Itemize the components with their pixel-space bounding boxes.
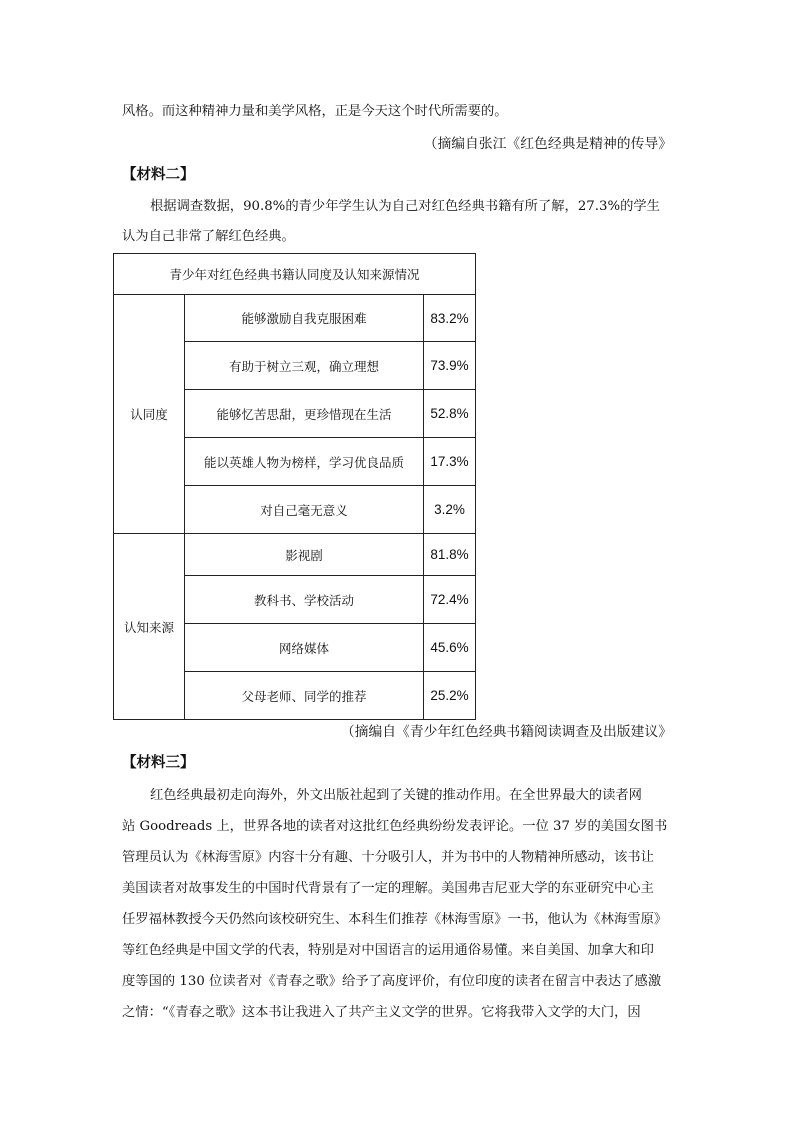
paragraph-line: 美国读者对故事发生的中国时代背景有了一定的理解。美国弗吉尼亚大学的东亚研究中心主 [122,881,654,896]
section-heading-material-3: 【材料三】 [122,755,195,771]
paragraph-line: 等红色经典是中国文学的代表，特别是对中国语言的运用通俗易懂。来自美国、加拿大和印 [122,943,654,958]
paragraph-line: 红色经典最初走向海外，外文出版社起到了关键的推动作用。在全世界最大的读者网 [150,788,642,803]
table-cell-value: 25.2% [424,672,476,720]
table-cell-item: 教科书、学校活动 [185,576,424,624]
table-cell-item: 父母老师、同学的推荐 [185,672,424,720]
table-category-label: 认同度 [114,295,185,534]
table-cell-value: 83.2% [424,295,476,342]
table-cell-value: 72.4% [424,576,476,624]
paragraph-line: 之情：“《青春之歌》这本书让我进入了共产主义文学的世界。它将我带入文学的大门，因 [122,1005,641,1020]
table-cell-item: 有助于树立三观，确立理想 [185,342,424,390]
paragraph-line: 度等国的 130 位读者对《青春之歌》给予了高度评价，有位印度的读者在留言中表达了感激 [122,974,662,989]
survey-table [113,253,476,720]
paragraph-line: 管理员认为《林海雪原》内容十分有趣、十分吸引人，并为书中的人物精神所感动，该书让 [122,850,654,865]
table-cell-value: 3.2% [424,486,476,534]
table-cell-value: 81.8% [424,534,476,576]
table-cell-item: 网络媒体 [185,624,424,672]
paragraph-line: 认为自己非常了解红色经典。 [122,229,295,244]
table-cell-value: 45.6% [424,624,476,672]
table-cell-item: 对自己毫无意义 [185,486,424,534]
table-cell-item: 能以英雄人物为榜样，学习优良品质 [185,438,424,486]
table-title: 青少年对红色经典书籍认同度及认知来源情况 [114,254,476,295]
section-heading-material-2: 【材料二】 [122,167,195,183]
source-citation: （摘编自张江《红色经典是精神的传导》 [423,136,672,152]
table-category-label: 认知来源 [114,534,185,720]
table-cell-value: 17.3% [424,438,476,486]
table-cell-value: 52.8% [424,390,476,438]
table-cell-item: 能够忆苦思甜，更珍惜现在生活 [185,390,424,438]
table-cell-item: 影视剧 [185,534,424,576]
paragraph-line: 根据调查数据，90.8%的青少年学生认为自己对红色经典书籍有所了解，27.3%的学生 [150,199,660,214]
table-cell-item: 能够激励自我克服困难 [185,295,424,342]
paragraph-line: 风格。而这种精神力量和美学风格，正是今天这个时代所需要的。 [122,104,508,119]
paragraph-line: 任罗福林教授今天仍然向该校研究生、本科生们推荐《林海雪原》一书，他认为《林海雪原》 [122,912,668,927]
table-cell-value: 73.9% [424,342,476,390]
paragraph-line: 站 Goodreads 上，世界各地的读者对这批红色经典纷纷发表评论。一位 37 岁的美国女图书 [122,819,668,834]
source-citation: （摘编自《青少年红色经典书籍阅读调查及出版建议》 [340,724,672,740]
